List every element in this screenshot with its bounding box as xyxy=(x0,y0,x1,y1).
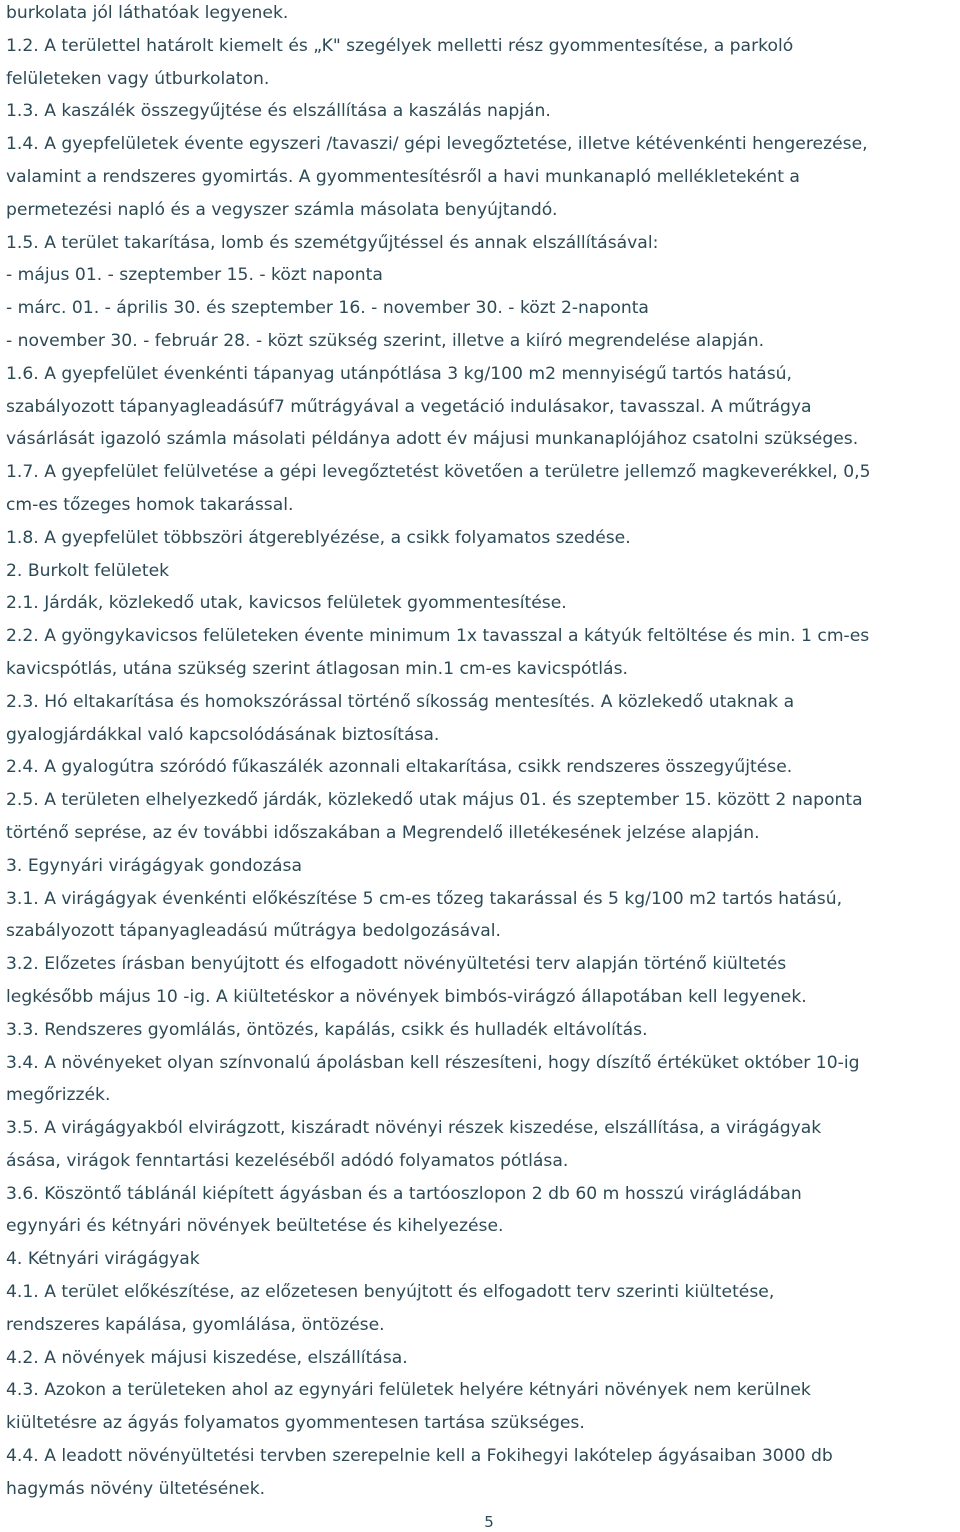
text-line: 3.5. A virágágyakból elvirágzott, kiszáradt növényi részek kiszedése, elszállítása, a virágágyak xyxy=(6,1118,822,1139)
text-line: burkolata jól láthatóak legyenek. xyxy=(6,3,289,23)
text-line: 2.4. A gyalogútra szóródó fűkaszálék azonnali eltakarítása, csikk rendszeres összegyűjtése. xyxy=(6,757,793,778)
text-line: 1.5. A terület takarítása, lomb és szemétgyűjtéssel és annak elszállításával: xyxy=(6,232,659,253)
text-line: kavicspótlás, utána szükség szerint átlagosan min.1 cm-es kavicspótlás. xyxy=(6,658,628,679)
text-line: 1.2. A területtel határolt kiemelt és „K" szegélyek melletti rész gyommentesítése, a parkoló xyxy=(6,35,794,56)
text-line: 3.6. Köszöntő táblánál kiépített ágyásban és a tartóoszlopon 2 db 60 m hosszú virágládában xyxy=(6,1183,802,1204)
text-line: - november 30. - február 28. - közt szükség szerint, illetve a kiíró megrendelése alapján. xyxy=(6,330,765,351)
text-line: 4.4. A leadott növényültetési tervben szerepelnie kell a Fokihegyi lakótelep ágyásaiban 3000 db xyxy=(6,1446,833,1467)
text-line: vásárlását igazoló számla másolati példánya adott év májusi munkanaplójához csatolni szükséges. xyxy=(6,429,859,450)
text-line: szabályozott tápanyagleadású műtrágya bedolgozásával. xyxy=(6,921,501,942)
text-line: megőrizzék. xyxy=(6,1085,111,1106)
text-line: 2.1. Járdák, közlekedő utak, kavicsos felületek gyommentesítése. xyxy=(6,593,567,614)
text-line: 1.8. A gyepfelület többszöri átgereblyézése, a csikk folyamatos szedése. xyxy=(6,527,631,548)
text-line: 3.3. Rendszeres gyomlálás, öntözés, kapálás, csikk és hulladék eltávolítás. xyxy=(6,1019,648,1040)
text-line: valamint a rendszeres gyomirtás. A gyommentesítésről a havi munkanapló mellékleteként a xyxy=(6,166,800,187)
text-line: gyalogjárdákkal való kapcsolódásának biztosítása. xyxy=(6,724,440,745)
text-line: 1.7. A gyepfelület felülvetése a gépi levegőztetést követően a területre jellemző magkeverékkel, 0,5 xyxy=(6,462,871,483)
text-line: 3.4. A növényeket olyan színvonalú ápolásban kell részesíteni, hogy díszítő értéküket október 10-ig xyxy=(6,1052,860,1073)
text-line: 3.2. Előzetes írásban benyújtott és elfogadott növényültetési terv alapján történő kiültetés xyxy=(6,954,787,975)
text-line: 2.3. Hó eltakarítása és homokszórással történő síkosság mentesítés. A közlekedő utaknak a xyxy=(6,691,795,712)
text-line: - május 01. - szeptember 15. - közt naponta xyxy=(6,265,383,286)
text-line: 4.3. Azokon a területeken ahol az egynyári felületek helyére kétnyári növények nem kerülnek xyxy=(6,1380,811,1401)
text-line: - márc. 01. - április 30. és szeptember 16. - november 30. - közt 2-naponta xyxy=(6,298,649,319)
text-line: 1.6. A gyepfelület évenkénti tápanyag utánpótlása 3 kg/100 m2 mennyiségű tartós hatású, xyxy=(6,363,792,384)
text-line: rendszeres kapálása, gyomlálása, öntözése. xyxy=(6,1314,385,1335)
document-body xyxy=(6,0,956,1506)
text-line: felületeken vagy útburkolaton. xyxy=(6,68,270,89)
text-line: 3.1. A virágágyak évenkénti előkészítése 5 cm-es tőzeg takarással és 5 kg/100 m2 tartós hatású, xyxy=(6,888,843,909)
text-line: 1.3. A kaszálék összegyűjtése és elszállítása a kaszálás napján. xyxy=(6,101,551,122)
text-line: 2.5. A területen elhelyezkedő járdák, közlekedő utak május 01. és szeptember 15. között 2 naponta xyxy=(6,790,863,811)
text-line: legkésőbb május 10 -ig. A kiültetéskor a növények bimbós-virágzó állapotában kell legyenek. xyxy=(6,986,807,1007)
text-line: ásása, virágok fenntartási kezeléséből adódó folyamatos pótlása. xyxy=(6,1150,569,1171)
text-line: 1.4. A gyepfelületek évente egyszeri /tavaszi/ gépi levegőztetése, illetve kétévenkénti hengerezése, xyxy=(6,134,868,155)
text-line: egynyári és kétnyári növények beültetése és kihelyezése. xyxy=(6,1216,504,1237)
text-line: szabályozott tápanyagleadásúf7 műtrágyával a vegetáció indulásakor, tavasszal. A műtrágya xyxy=(6,396,812,417)
text-line: kiültetésre az ágyás folyamatos gyommentesen tartása szükséges. xyxy=(6,1413,585,1434)
text-line: cm-es tőzeges homok takarással. xyxy=(6,494,294,515)
text-line: 2. Burkolt felületek xyxy=(6,560,170,581)
text-line: 4.1. A terület előkészítése, az előzetesen benyújtott és elfogadott terv szerinti kiültetése, xyxy=(6,1282,775,1303)
text-line: hagymás növény ültetésének. xyxy=(6,1478,266,1499)
text-line: 2.2. A gyöngykavicsos felületeken évente minimum 1x tavasszal a kátyúk feltöltése és min. 1 cm-es xyxy=(6,626,870,647)
text-line: 3. Egynyári virágágyak gondozása xyxy=(6,855,302,876)
text-line: történő seprése, az év további időszakában a Megrendelő illetékesének jelzése alapján. xyxy=(6,822,760,843)
text-line: 4. Kétnyári virágágyak xyxy=(6,1249,200,1270)
page-number: 5 xyxy=(484,1513,494,1531)
text-line: permetezési napló és a vegyszer számla másolata benyújtandó. xyxy=(6,199,558,220)
text-line: 4.2. A növények májusi kiszedése, elszállítása. xyxy=(6,1347,408,1368)
